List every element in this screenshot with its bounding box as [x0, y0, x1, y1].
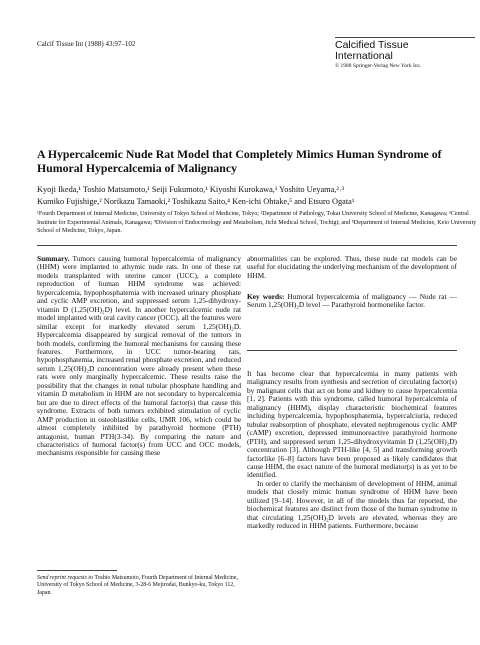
journal-name — [335, 40, 475, 62]
journal-masthead — [335, 40, 475, 69]
abstract-body: Tumors causing humoral hypercalcemia of malignancy (HHM) were implanted to athymic nude rats. In one of these rat models transplanted with uterine cancer (UCC), a complete reproduction of human HHM syndrome was achieved: hypercalcemia, hypophosphatemia with increased urinary phosphate and cyclic AMP excretion, and suppressed serum 1,25-dihydroxy-vitamin D (1,25(OH)₂D) level. In another hypercalcemic nude rat model implanted with oral cavity cancer (OCC), all the features were similar except for markedly elevated serum 1,25(OH)₂D. Hypercalcemia disappeared by surgical removal of the tumors in both models, confirming the humoral mechanisms for causing these features. Furthermore, in UCC tumor-bearing rats, hypophosphatemia, increased renal phosphate excretion, and reduced serum 1,25(OH)₂D concentration were already present when these rats were only marginally hypercalcemic. These results raise the possibility that the changes in renal tubular phosphate handling and vitamin D metabolism in HHM are not secondary to hypercalcemia but are due to direct effects of the humoral factor(s) that cause this syndrome. Extracts of both tumors exhibited stimulation of cyclic AMP production in osteoblastlike cells, UMR 106, which could be almost completely inhibited by parathyroid hormone (PTH) antagonist, human PTH(3-34). By comparing the nature and characteristics of humoral factor(s) from UCC and OCC models, mechanisms responsible for causing these — [37, 254, 241, 458]
abstract-continuation — [247, 255, 457, 280]
journal-citation: Calcif Tissue Int (1988) 43:97–102 — [37, 40, 136, 48]
intro-paragraph-1: It has become clear that hypercalcemia in many patients with malignancy results from synthesis and secretion of circulating factor(s) by malignant cells that act on bone and kidney to cause hypercalcemia [1, 2]. Patients with this syndrome, called humoral hypercalcemia of malignancy (HHM), display characteristic biochemical features including hypercalcemia, hypophosphatemia, hypercalciuria, reduced tubular reabsorption of phosphate, elevated nephrogenous cyclic AMP (cAMP) excretion, depressed immunoreactive parathyroid hormone (PTH), and suppressed serum 1,25-dihydroxyvitamin D (1,25(OH)₂D) concentration [3]. Although PTH-like [4, 5] and transforming growth factorlike [6–8] factors have been proposed as likely candidates that cause HHM, the exact nature of the humoral mediator(s) is as yet to be identified. — [247, 369, 457, 480]
keywords-body: Humoral hypercalcemia of malignancy — Nude rat — Serum 1,25(OH)₂D level — Parathyroid hormonelike factor. — [247, 292, 457, 310]
abstract-continuation-text: abnormalities can be explored. Thus, these nude rat models can be useful for elucidating the underlying mechanism of the development of HHM. — [247, 254, 457, 280]
abstract — [37, 255, 241, 458]
header-divider — [37, 245, 457, 246]
authors-line1: Kyoji Ikeda,¹ Toshio Matsumoto,¹ Seiji Fukumoto,¹ Kiyoshi Kurokawa,¹ Yoshito Ueyama,²˒³ — [37, 185, 345, 194]
footnote-divider — [37, 570, 117, 571]
journal-name-line2: International — [335, 50, 393, 62]
footnote-label: Send reprint requests to — [37, 575, 94, 581]
abstract-heading: Summary. — [37, 254, 70, 263]
introduction — [247, 370, 457, 531]
intro-paragraph-2: In order to clarify the mechanism of development of HHM, animal models that closely mimic human syndrome of HHM have been utilized [9–14]. However, in all of the models thus far reported, the biochemical features are distinct from those of the human syndrome in that circulating 1,25(OH)₂D levels are elevated, whereas they are markedly reduced in HHM patients. Furthermore, because — [247, 478, 457, 531]
footnote-text: Toshio Matsumoto, Fourth Department of Internal Medicine, University of Tokyo School of Medicine, 3-28-6 Mejirodai, Bunkyo-ku, Tokyo 112, Japan. — [37, 575, 238, 596]
copyright-notice: © 1988 Springer-Verlag New York Inc. — [335, 63, 422, 69]
author-list — [37, 184, 457, 207]
keywords — [247, 293, 457, 310]
journal-name-line1: Calcified Tissue — [335, 39, 409, 51]
keywords-heading: Key words: — [247, 292, 285, 301]
keywords-divider — [247, 350, 457, 351]
authors-line2: Kumiko Fujishige,² Norikazu Tamaoki,² Toshikazu Saito,⁴ Ken-ichi Ohtake,⁵ and Etsuro Ogata¹ — [37, 196, 355, 206]
author-affiliations: ¹Fourth Department of Internal Medicine, University of Tokyo School of Medicine, Tokyo; ²Department of Pathology, Tokai University School of Medicine, Kanagawa; ³Central Institute for Experimental Animals, Kanagawa; ⁴Division of Endocrinology and Metabolism, Jichi Medical School, Tochigi; and ⁵Department of Internal Medicine, Keio University School of Medicine, Tokyo, Japan. — [37, 211, 477, 235]
masthead-rule — [335, 37, 475, 38]
reprint-footnote — [37, 575, 241, 597]
article-title: A Hypercalcemic Nude Rat Model that Completely Mimics Human Syndrome of Humoral Hypercalcemia of Malignancy — [37, 147, 442, 175]
